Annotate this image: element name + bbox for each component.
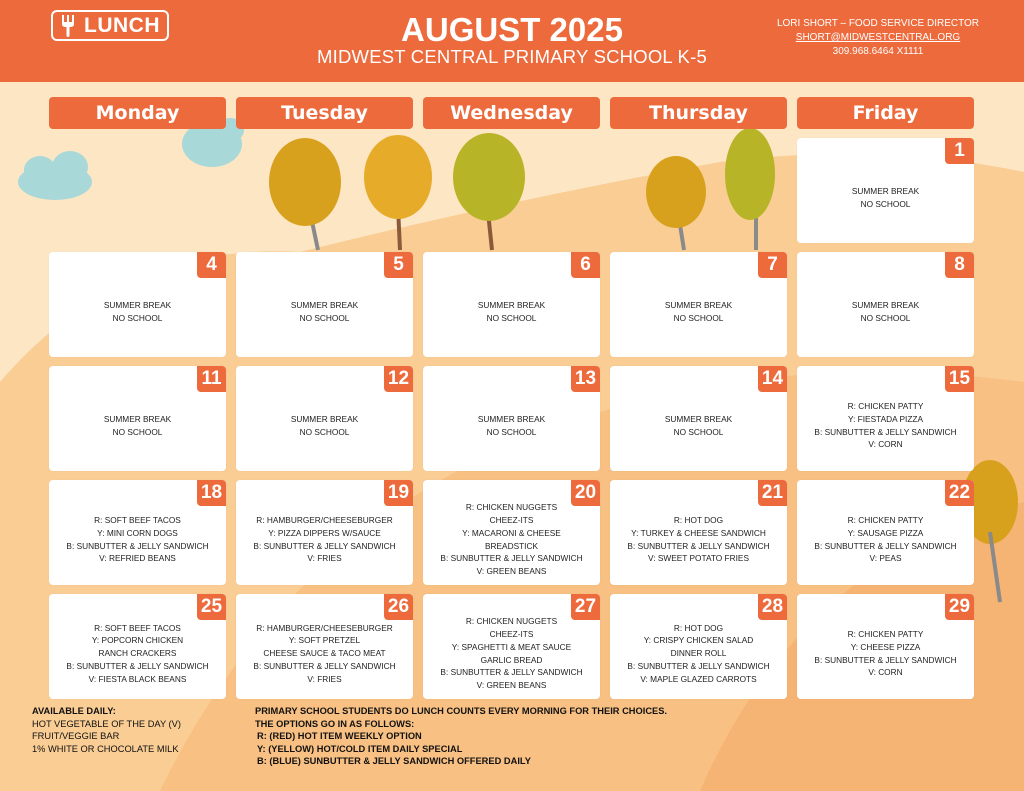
day-number-badge: 21 [758, 480, 787, 506]
menu-line: B: SUNBUTTER & JELLY SANDWICH [814, 654, 957, 665]
logo-label: LUNCH [84, 13, 160, 37]
fork-icon [61, 15, 75, 37]
day-header-friday: Friday [797, 97, 974, 129]
calendar-cell [610, 594, 787, 699]
menu-line: CHEESE SAUCE & TACO MEAT [263, 648, 386, 659]
calendar-cell [797, 366, 974, 471]
menu-line: V: REFRIED BEANS [99, 553, 176, 564]
menu-line: B: SUNBUTTER & JELLY SANDWICH [627, 540, 770, 551]
note-line-yellow: Y: (YELLOW) HOT/COLD ITEM DAILY SPECIAL [257, 743, 463, 754]
menu-line: SUMMER BREAK [664, 413, 733, 424]
menu-line: V: GREEN BEANS [476, 566, 547, 577]
menu-line: SUMMER BREAK [290, 413, 359, 424]
day-number-badge: 11 [197, 366, 226, 392]
menu-line: B: SUNBUTTER & JELLY SANDWICH [253, 540, 396, 551]
menu-line: SUMMER BREAK [103, 299, 172, 310]
menu-line: Y: SOFT PRETZEL [288, 635, 361, 646]
day-number-badge: 25 [197, 594, 226, 620]
calendar-cell [423, 480, 600, 585]
menu-line: B: SUNBUTTER & JELLY SANDWICH [66, 540, 209, 551]
day-number-badge: 12 [384, 366, 413, 392]
menu-line: Y: CRISPY CHICKEN SALAD [643, 635, 754, 646]
menu-text [612, 498, 785, 581]
menu-text [51, 612, 224, 695]
menu-line: Y: PIZZA DIPPERS W/SAUCE [268, 527, 381, 538]
day-number-badge: 1 [945, 138, 974, 164]
note-line-blue: B: (BLUE) SUNBUTTER & JELLY SANDWICH OFFERED DAILY [257, 756, 531, 766]
calendar-cell [236, 594, 413, 699]
menu-line: SUMMER BREAK [664, 299, 733, 310]
menu-line: B: SUNBUTTER & JELLY SANDWICH [440, 667, 583, 678]
contact-info [770, 17, 986, 59]
menu-line: NO SCHOOL [112, 312, 163, 323]
menu-line: V: FRIES [307, 673, 342, 684]
note-line: PRIMARY SCHOOL STUDENTS DO LUNCH COUNTS EVERY MORNING FOR THEIR CHOICES. [255, 706, 668, 716]
menu-line: R: CHICKEN PATTY [847, 628, 924, 639]
lunch-logo [51, 10, 169, 41]
day-header-monday: Monday [49, 97, 226, 129]
calendar-cell [49, 480, 226, 585]
menu-line: R: CHICKEN NUGGETS [465, 616, 558, 627]
menu-line: Y: TURKEY & CHEESE SANDWICH [631, 527, 766, 538]
menu-line: GARLIC BREAD [480, 654, 543, 665]
day-number-badge: 29 [945, 594, 974, 620]
menu-line: R: HAMBURGER/CHEESEBURGER [256, 514, 393, 525]
menu-line: B: SUNBUTTER & JELLY SANDWICH [66, 660, 209, 671]
contact-phone: 309.968.6464 X1111 [832, 46, 924, 57]
day-number-badge: 20 [571, 480, 600, 506]
menu-text [425, 270, 598, 353]
menu-line: R: HOT DOG [673, 514, 724, 525]
menu-line: V: PEAS [869, 553, 902, 564]
calendar-cell [797, 594, 974, 699]
day-header-tuesday: Tuesday [236, 97, 413, 129]
menu-text [425, 384, 598, 467]
calendar-cell [49, 366, 226, 471]
menu-text [612, 270, 785, 353]
menu-line: V: GREEN BEANS [476, 680, 547, 691]
day-number-badge: 15 [945, 366, 974, 392]
calendar-cell [236, 252, 413, 357]
menu-line: Y: FIESTADA PIZZA [848, 413, 923, 424]
day-number-badge: 19 [384, 480, 413, 506]
menu-line: SUMMER BREAK [477, 299, 546, 310]
menu-line: NO SCHOOL [860, 312, 911, 323]
menu-text [799, 270, 972, 353]
available-title: AVAILABLE DAILY: [32, 706, 116, 716]
menu-text [238, 498, 411, 581]
menu-line: BREADSTICK [484, 540, 539, 551]
menu-line: R: CHICKEN PATTY [847, 514, 924, 525]
calendar-cell [49, 594, 226, 699]
menu-line: NO SCHOOL [860, 198, 911, 209]
menu-line: SUMMER BREAK [851, 299, 920, 310]
calendar-cell [236, 366, 413, 471]
menu-line: CHEEZ-ITS [489, 514, 534, 525]
calendar-cell [423, 252, 600, 357]
menu-text [799, 612, 972, 695]
menu-line: V: CORN [868, 439, 903, 450]
menu-line: SUMMER BREAK [477, 413, 546, 424]
menu-text [51, 384, 224, 467]
menu-line: Y: MACARONI & CHEESE [462, 527, 561, 538]
menu-line: NO SCHOOL [673, 426, 724, 437]
menu-line: DINNER ROLL [670, 648, 727, 659]
day-number-badge: 5 [384, 252, 413, 278]
note-line-red: R: (RED) HOT ITEM WEEKLY OPTION [257, 731, 422, 741]
menu-line: Y: CHEESE PIZZA [850, 641, 921, 652]
menu-line: NO SCHOOL [673, 312, 724, 323]
menu-line: Y: SPAGHETTI & MEAT SAUCE [451, 641, 572, 652]
menu-line: R: CHICKEN NUGGETS [465, 502, 558, 513]
menu-line: R: CHICKEN PATTY [847, 400, 924, 411]
header-banner [0, 0, 1024, 82]
menu-line: V: FRIES [307, 553, 342, 564]
calendar-cell [610, 480, 787, 585]
day-number-badge: 13 [571, 366, 600, 392]
menu-text [612, 612, 785, 695]
menu-line: R: HOT DOG [673, 622, 724, 633]
menu-line: NO SCHOOL [299, 426, 350, 437]
day-number-badge: 27 [571, 594, 600, 620]
calendar-cell [610, 366, 787, 471]
menu-line: B: SUNBUTTER & JELLY SANDWICH [440, 553, 583, 564]
day-header-wednesday: Wednesday [423, 97, 600, 129]
menu-line: Y: MINI CORN DOGS [97, 527, 178, 538]
lunch-count-note [255, 705, 667, 768]
calendar-cell [423, 366, 600, 471]
menu-text [425, 612, 598, 695]
menu-line: SUMMER BREAK [851, 185, 920, 196]
available-item: FRUIT/VEGGIE BAR [32, 731, 120, 741]
menu-text [612, 384, 785, 467]
available-daily [32, 705, 181, 755]
menu-text [51, 498, 224, 581]
day-number-badge: 4 [197, 252, 226, 278]
contact-name: LORI SHORT – FOOD SERVICE DIRECTOR [776, 18, 980, 29]
menu-line: SUMMER BREAK [103, 413, 172, 424]
page-title: AUGUST 2025 [401, 11, 623, 48]
day-number-badge: 8 [945, 252, 974, 278]
menu-line: R: SOFT BEEF TACOS [94, 514, 181, 525]
menu-text [799, 384, 972, 467]
menu-line: NO SCHOOL [486, 426, 537, 437]
menu-text [238, 270, 411, 353]
menu-line: V: MAPLE GLAZED CARROTS [640, 673, 757, 684]
menu-text [238, 612, 411, 695]
menu-line: Y: POPCORN CHICKEN [91, 635, 184, 646]
menu-line: B: SUNBUTTER & JELLY SANDWICH [814, 540, 957, 551]
calendar-cell [797, 480, 974, 585]
day-number-badge: 28 [758, 594, 787, 620]
available-item: 1% WHITE OR CHOCOLATE MILK [32, 743, 179, 754]
menu-text [238, 384, 411, 467]
menu-line: NO SCHOOL [112, 426, 163, 437]
day-number-badge: 22 [945, 480, 974, 506]
menu-text [425, 498, 598, 581]
available-item: HOT VEGETABLE OF THE DAY (V) [32, 718, 181, 729]
menu-text [799, 156, 972, 239]
menu-line: Y: SAUSAGE PIZZA [847, 527, 924, 538]
menu-line: V: SWEET POTATO FRIES [648, 553, 749, 564]
day-number-badge: 14 [758, 366, 787, 392]
menu-line: R: SOFT BEEF TACOS [94, 622, 181, 633]
calendar-cell [236, 480, 413, 585]
menu-text [51, 270, 224, 353]
note-line: THE OPTIONS GO IN AS FOLLOWS: [255, 718, 415, 729]
calendar-cell [797, 138, 974, 243]
contact-email-link[interactable]: SHORT@MIDWESTCENTRAL.ORG [795, 32, 961, 43]
menu-line: V: CORN [868, 667, 903, 678]
calendar-cell [610, 252, 787, 357]
day-header-thursday: Thursday [610, 97, 787, 129]
day-number-badge: 18 [197, 480, 226, 506]
menu-line: B: SUNBUTTER & JELLY SANDWICH [253, 660, 396, 671]
cloud-icon [18, 151, 92, 200]
menu-line: B: SUNBUTTER & JELLY SANDWICH [627, 660, 770, 671]
menu-line: RANCH CRACKERS [98, 648, 177, 659]
menu-line: V: FIESTA BLACK BEANS [88, 673, 187, 684]
menu-line: B: SUNBUTTER & JELLY SANDWICH [814, 426, 957, 437]
menu-line: R: HAMBURGER/CHEESEBURGER [256, 622, 393, 633]
menu-line: NO SCHOOL [299, 312, 350, 323]
day-number-badge: 6 [571, 252, 600, 278]
school-name: MIDWEST CENTRAL PRIMARY SCHOOL K-5 [317, 46, 707, 67]
menu-line: NO SCHOOL [486, 312, 537, 323]
menu-line: CHEEZ-ITS [489, 628, 534, 639]
menu-text [799, 498, 972, 581]
menu-line: SUMMER BREAK [290, 299, 359, 310]
calendar-cell [49, 252, 226, 357]
calendar-cell [797, 252, 974, 357]
calendar-cell [423, 594, 600, 699]
day-number-badge: 7 [758, 252, 787, 278]
day-number-badge: 26 [384, 594, 413, 620]
